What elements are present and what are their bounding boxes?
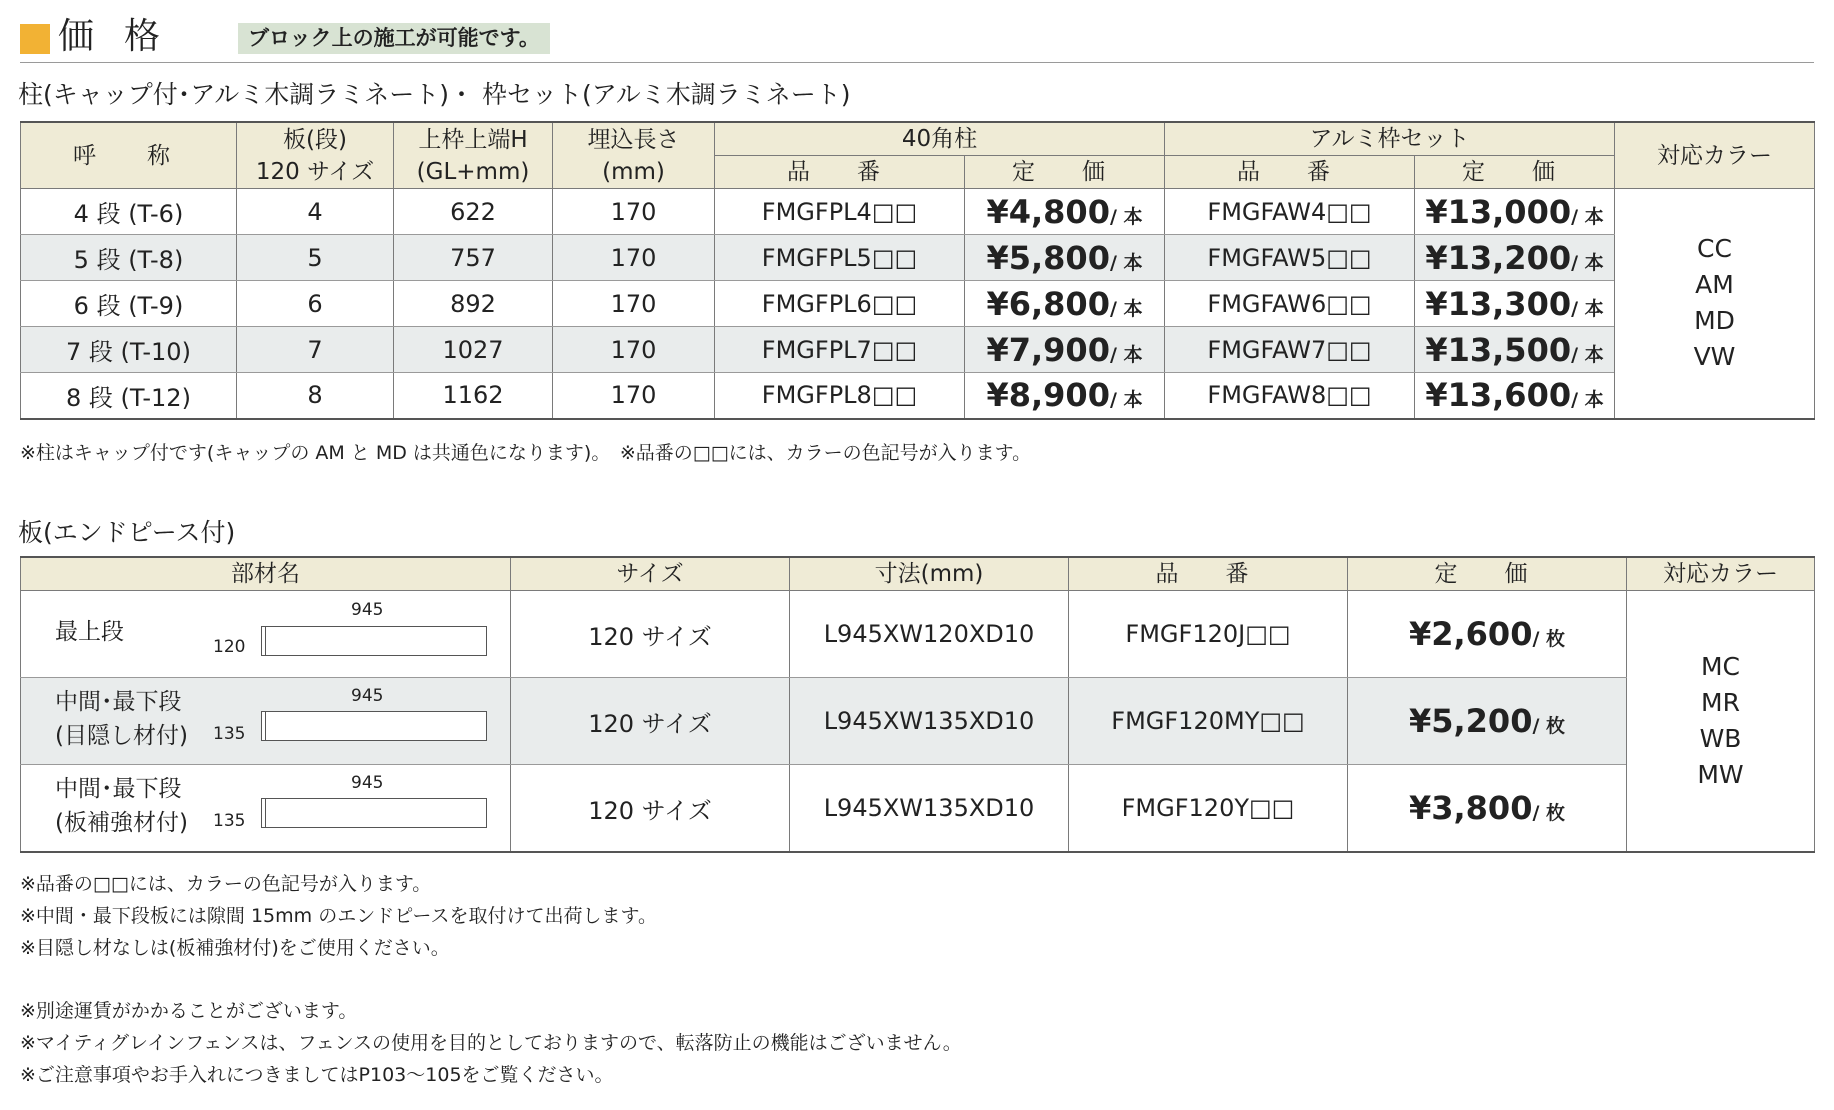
board-end-piece [261,626,266,656]
col-header-name: 呼 称 [21,122,237,189]
row-frame-price-cell [1415,281,1615,327]
board-section-title: 板(エンドピース付) [18,518,236,547]
post-colors-cell [1615,189,1815,419]
row-part-no: FMGF120J□□ [1069,591,1348,678]
table-row [21,373,1815,419]
board-price-table [20,556,1815,853]
row-name: 7 段 (T-10) [21,327,237,373]
color-code: MC [1700,652,1741,681]
row-embed: 170 [553,373,715,419]
col-header-embed-line2: (mm) [602,158,665,185]
col-header-height-line1: 上枠上端H [418,126,528,153]
col-header-board-line1: 板(段) [283,126,347,153]
col-header-dimension: 寸法(mm) [790,557,1069,591]
row-name: 8 段 (T-12) [21,373,237,419]
material-sublabel: (目隠し材付) [55,723,188,749]
board-height-label: 120 [213,637,246,657]
row-embed: 170 [553,327,715,373]
row-name: 4 段 (T-6) [21,189,237,235]
col-header-board-line2: 120 サイズ [255,158,375,185]
material-sublabel: (板補強材付) [55,810,188,836]
row-frame-unit: / 本 [1571,297,1604,320]
row-unit: / 枚 [1532,628,1566,650]
row-frame-part-no: FMGFAW6□□ [1165,281,1415,327]
row-post-unit: / 本 [1109,389,1143,412]
row-frame-price-cell [1415,327,1615,373]
row-post-price-cell [965,373,1165,419]
row-height: 1027 [394,327,553,373]
row-price-cell [1348,591,1627,678]
color-code: MR [1701,688,1740,717]
board-note: ※品番の□□には、カラーの色記号が入ります。 [20,873,432,895]
board-height-label: 135 [213,811,246,831]
col-header-embed-line1: 埋込長さ [587,126,680,153]
board-height-label: 135 [213,724,246,744]
title-divider [20,62,1814,63]
row-post-price-cell [965,281,1165,327]
board-width-label: 945 [351,600,384,620]
col-header-embed [553,122,715,189]
material-label: 中間･最下段 [55,689,182,715]
material-label: 中間･最下段 [55,776,182,802]
row-post-price: ¥5,800 [986,238,1110,277]
row-post-part-no: FMGFPL8□□ [715,373,965,419]
row-part-no: FMGF120MY□□ [1069,678,1348,765]
row-price: ¥2,600 [1408,615,1533,653]
color-code: MD [1694,306,1735,336]
col-header-price: 定 価 [1348,557,1627,591]
material-cell [21,765,511,853]
row-frame-part-no: FMGFAW5□□ [1165,235,1415,281]
table-row [21,189,1815,235]
row-board: 6 [237,281,394,327]
row-post-price-cell [965,189,1165,235]
row-size: 120 サイズ [511,591,790,678]
col-header-post-part-no: 品 番 [715,156,965,189]
table-row [21,327,1815,373]
row-post-unit: / 本 [1109,205,1143,228]
row-post-unit: / 本 [1109,251,1143,274]
board-note: ※目隠し材なしは(板補強材付)をご使用ください。 [20,937,450,959]
row-height: 892 [394,281,553,327]
col-header-post-price: 定 価 [965,156,1165,189]
table-row [21,281,1815,327]
footer-notes [20,995,962,1091]
row-dimension: L945XW135XD10 [790,678,1069,765]
board-note: ※中間・最下段板には隙間 15mm のエンドピースを取付けて出荷します。 [20,905,657,927]
row-frame-price: ¥13,300 [1425,284,1572,323]
row-height: 622 [394,189,553,235]
row-frame-price-cell [1415,235,1615,281]
row-unit: / 枚 [1532,802,1566,824]
table-row [21,235,1815,281]
color-code: VW [1693,342,1736,372]
row-height: 757 [394,235,553,281]
row-board: 8 [237,373,394,419]
col-header-frame-part-no: 品 番 [1165,156,1415,189]
footer-note: ※マイティグレインフェンスは、フェンスの使用を目的としておりますので、転落防止の機能はございません。 [20,1032,962,1054]
row-frame-part-no: FMGFAW4□□ [1165,189,1415,235]
row-frame-price: ¥13,000 [1425,192,1572,231]
col-header-material: 部材名 [21,557,511,591]
table-row [21,678,1815,765]
row-post-price: ¥7,900 [986,330,1110,369]
row-post-unit: / 本 [1109,343,1143,366]
row-frame-price-cell [1415,373,1615,419]
board-end-piece [261,798,266,828]
post-frame-note: ※柱はキャップ付です(キャップの AM と MD は共通色になります)。 ※品番の□□には、カラーの色記号が入ります。 [20,442,1032,464]
row-frame-part-no: FMGFAW8□□ [1165,373,1415,419]
board-end-piece [261,711,266,741]
row-board: 5 [237,235,394,281]
color-code: AM [1695,270,1734,300]
material-label: 最上段 [55,619,124,645]
col-header-size: サイズ [511,557,790,591]
row-post-part-no: FMGFPL4□□ [715,189,965,235]
row-post-price: ¥6,800 [986,284,1110,323]
row-post-part-no: FMGFPL6□□ [715,281,965,327]
board-colors-cell [1627,591,1815,853]
row-frame-unit: / 本 [1571,251,1604,274]
post-frame-price-table [20,121,1815,420]
row-frame-unit: / 本 [1571,389,1604,412]
row-height: 1162 [394,373,553,419]
row-frame-unit: / 本 [1571,205,1604,228]
row-frame-unit: / 本 [1571,343,1604,366]
row-embed: 170 [553,189,715,235]
row-frame-price: ¥13,500 [1425,330,1572,369]
col-header-colors: 対応カラー [1615,122,1815,189]
row-post-price: ¥4,800 [986,192,1110,231]
row-price-cell [1348,678,1627,765]
row-frame-price-cell [1415,189,1615,235]
board-diagram [261,626,487,656]
col-group-frame: アルミ枠セット [1165,122,1615,156]
row-frame-price: ¥13,200 [1425,238,1572,277]
section-marker-square [20,24,50,54]
board-width-label: 945 [351,686,384,706]
col-header-frame-price: 定 価 [1415,156,1615,189]
color-code: MW [1697,760,1744,789]
row-price-cell [1348,765,1627,853]
post-frame-section-title: 柱(キャップ付･アルミ木調ラミネート)・ 枠セット(アルミ木調ラミネート) [18,80,851,109]
row-post-unit: / 本 [1109,297,1143,320]
row-post-price-cell [965,327,1165,373]
block-install-badge: ブロック上の施工が可能です。 [238,23,550,54]
board-diagram [261,711,487,741]
col-header-board [237,122,394,189]
col-header-part-no: 品 番 [1069,557,1348,591]
row-post-part-no: FMGFPL7□□ [715,327,965,373]
row-board: 7 [237,327,394,373]
row-size: 120 サイズ [511,765,790,853]
footer-note: ※別途運賃がかかることがございます。 [20,1000,358,1022]
row-post-price-cell [965,235,1165,281]
row-part-no: FMGF120Y□□ [1069,765,1348,853]
col-header-colors: 対応カラー [1627,557,1815,591]
board-diagram [261,798,487,828]
row-embed: 170 [553,281,715,327]
table-row [21,591,1815,678]
color-code: CC [1697,234,1732,264]
row-dimension: L945XW120XD10 [790,591,1069,678]
col-header-height [394,122,553,189]
col-group-post: 40角柱 [715,122,1165,156]
board-notes [20,868,657,964]
color-code: WB [1699,724,1742,753]
row-size: 120 サイズ [511,678,790,765]
row-post-price: ¥8,900 [986,376,1110,415]
row-frame-price: ¥13,600 [1425,376,1572,415]
material-cell [21,678,511,765]
footer-note: ※ご注意事項やお手入れにつきましてはP103〜105をご覧ください。 [20,1064,614,1086]
row-post-part-no: FMGFPL5□□ [715,235,965,281]
material-cell [21,591,511,678]
row-price: ¥5,200 [1408,702,1533,740]
row-price: ¥3,800 [1408,789,1533,827]
table-row [21,765,1815,853]
board-width-label: 945 [351,773,384,793]
row-unit: / 枚 [1532,715,1566,737]
row-name: 6 段 (T-9) [21,281,237,327]
col-header-height-line2: (GL+mm) [416,158,530,185]
page-title: 価格 [58,16,191,57]
row-name: 5 段 (T-8) [21,235,237,281]
row-frame-part-no: FMGFAW7□□ [1165,327,1415,373]
row-embed: 170 [553,235,715,281]
row-board: 4 [237,189,394,235]
row-dimension: L945XW135XD10 [790,765,1069,853]
